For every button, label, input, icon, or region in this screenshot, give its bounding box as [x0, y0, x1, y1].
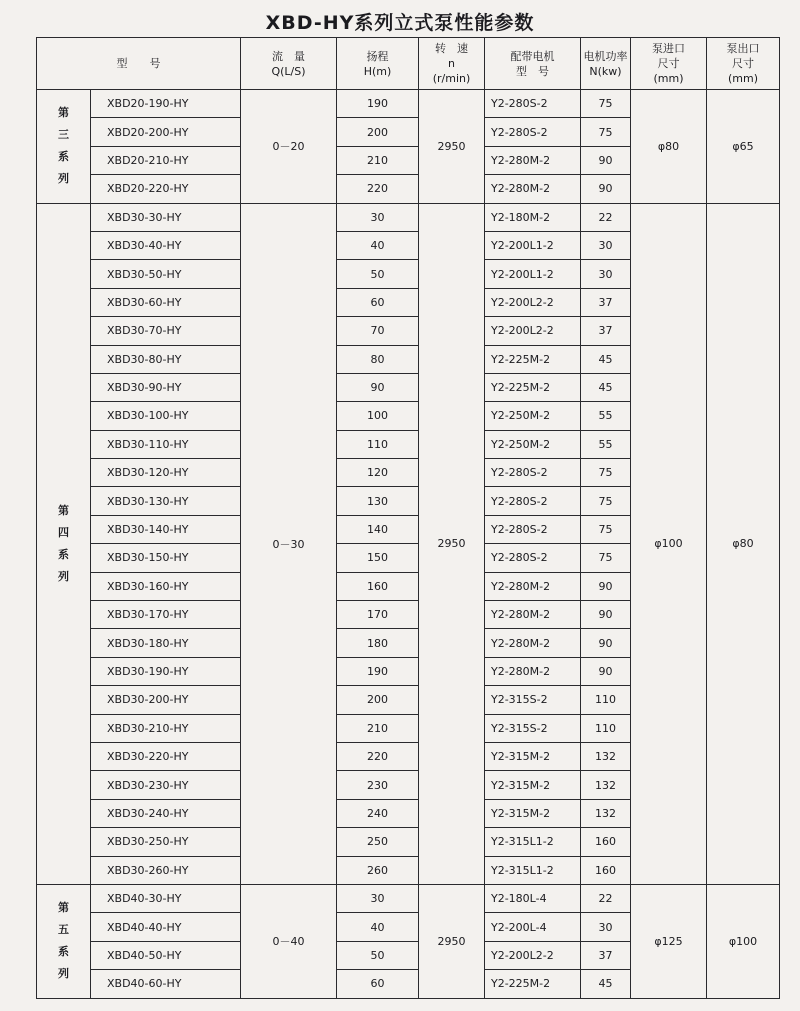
header-motor: 配带电机 型 号 [485, 38, 581, 90]
head-cell: 50 [337, 941, 419, 969]
power-cell: 132 [581, 771, 631, 799]
model-cell: XBD40-50-HY [91, 941, 241, 969]
motor-cell: Y2-250M-2 [485, 402, 581, 430]
head-cell: 130 [337, 487, 419, 515]
power-cell: 75 [581, 118, 631, 146]
power-cell: 45 [581, 970, 631, 998]
model-cell: XBD30-160-HY [91, 572, 241, 600]
table-row [37, 203, 780, 231]
speed-cell: 2950 [419, 203, 485, 884]
head-cell: 230 [337, 771, 419, 799]
model-cell: XBD30-60-HY [91, 288, 241, 316]
power-cell: 90 [581, 572, 631, 600]
head-cell: 40 [337, 231, 419, 259]
head-cell: 170 [337, 601, 419, 629]
table-row [37, 884, 780, 912]
head-cell: 200 [337, 686, 419, 714]
head-cell: 140 [337, 515, 419, 543]
motor-cell: Y2-200L1-2 [485, 231, 581, 259]
outlet-cell: φ65 [707, 90, 780, 204]
motor-cell: Y2-180L-4 [485, 884, 581, 912]
motor-cell: Y2-315M-2 [485, 799, 581, 827]
motor-cell: Y2-250M-2 [485, 430, 581, 458]
head-cell: 60 [337, 288, 419, 316]
model-cell: XBD30-230-HY [91, 771, 241, 799]
head-cell: 190 [337, 657, 419, 685]
model-cell: XBD30-210-HY [91, 714, 241, 742]
series-label: 第 四 系 列 [37, 203, 91, 884]
model-cell: XBD30-70-HY [91, 317, 241, 345]
inlet-cell: φ125 [631, 884, 707, 998]
model-cell: XBD30-220-HY [91, 742, 241, 770]
model-cell: XBD30-200-HY [91, 686, 241, 714]
model-cell: XBD20-190-HY [91, 90, 241, 118]
header-speed: 转 速 n (r/min) [419, 38, 485, 90]
speed-cell: 2950 [419, 90, 485, 204]
model-cell: XBD30-180-HY [91, 629, 241, 657]
model-cell: XBD20-210-HY [91, 146, 241, 174]
outlet-cell: φ100 [707, 884, 780, 998]
power-cell: 37 [581, 941, 631, 969]
head-cell: 220 [337, 742, 419, 770]
model-cell: XBD40-60-HY [91, 970, 241, 998]
series-label: 第 三 系 列 [37, 90, 91, 204]
header-outlet: 泵出口 尺寸 (mm) [707, 38, 780, 90]
motor-cell: Y2-280M-2 [485, 175, 581, 203]
model-cell: XBD20-220-HY [91, 175, 241, 203]
model-cell: XBD30-260-HY [91, 856, 241, 884]
head-cell: 240 [337, 799, 419, 827]
power-cell: 22 [581, 203, 631, 231]
model-cell: XBD30-90-HY [91, 373, 241, 401]
flow-cell: 0－20 [241, 90, 337, 204]
motor-cell: Y2-280S-2 [485, 118, 581, 146]
power-cell: 90 [581, 601, 631, 629]
power-cell: 90 [581, 146, 631, 174]
head-cell: 210 [337, 146, 419, 174]
power-cell: 75 [581, 544, 631, 572]
model-cell: XBD40-30-HY [91, 884, 241, 912]
model-cell: XBD30-50-HY [91, 260, 241, 288]
power-cell: 75 [581, 459, 631, 487]
power-cell: 132 [581, 799, 631, 827]
power-cell: 90 [581, 629, 631, 657]
head-cell: 200 [337, 118, 419, 146]
power-cell: 22 [581, 884, 631, 912]
header-flow: 流 量 Q(L/S) [241, 38, 337, 90]
header-power: 电机功率 N(kw) [581, 38, 631, 90]
power-cell: 30 [581, 231, 631, 259]
series-label: 第 五 系 列 [37, 884, 91, 998]
model-cell: XBD30-250-HY [91, 828, 241, 856]
head-cell: 80 [337, 345, 419, 373]
model-cell: XBD30-170-HY [91, 601, 241, 629]
head-cell: 190 [337, 90, 419, 118]
performance-table [36, 37, 780, 999]
table-body [37, 90, 780, 999]
head-cell: 110 [337, 430, 419, 458]
head-cell: 120 [337, 459, 419, 487]
motor-cell: Y2-280S-2 [485, 487, 581, 515]
power-cell: 75 [581, 90, 631, 118]
head-cell: 260 [337, 856, 419, 884]
power-cell: 45 [581, 345, 631, 373]
power-cell: 37 [581, 288, 631, 316]
power-cell: 132 [581, 742, 631, 770]
speed-cell: 2950 [419, 884, 485, 998]
inlet-cell: φ80 [631, 90, 707, 204]
motor-cell: Y2-180M-2 [485, 203, 581, 231]
motor-cell: Y2-280M-2 [485, 629, 581, 657]
power-cell: 90 [581, 175, 631, 203]
motor-cell: Y2-315S-2 [485, 714, 581, 742]
motor-cell: Y2-280S-2 [485, 544, 581, 572]
motor-cell: Y2-200L2-2 [485, 288, 581, 316]
motor-cell: Y2-315L1-2 [485, 828, 581, 856]
motor-cell: Y2-315S-2 [485, 686, 581, 714]
power-cell: 37 [581, 317, 631, 345]
power-cell: 55 [581, 402, 631, 430]
model-cell: XBD30-80-HY [91, 345, 241, 373]
power-cell: 55 [581, 430, 631, 458]
motor-cell: Y2-280M-2 [485, 601, 581, 629]
model-cell: XBD40-40-HY [91, 913, 241, 941]
model-cell: XBD30-40-HY [91, 231, 241, 259]
head-cell: 160 [337, 572, 419, 600]
head-cell: 250 [337, 828, 419, 856]
header-inlet: 泵进口 尺寸 (mm) [631, 38, 707, 90]
head-cell: 60 [337, 970, 419, 998]
model-cell: XBD30-120-HY [91, 459, 241, 487]
motor-cell: Y2-280M-2 [485, 146, 581, 174]
motor-cell: Y2-280S-2 [485, 515, 581, 543]
model-cell: XBD30-150-HY [91, 544, 241, 572]
header-model: 型 号 [37, 38, 241, 90]
header-head: 扬程 H(m) [337, 38, 419, 90]
model-cell: XBD20-200-HY [91, 118, 241, 146]
motor-cell: Y2-315M-2 [485, 742, 581, 770]
motor-cell: Y2-200L1-2 [485, 260, 581, 288]
inlet-cell: φ100 [631, 203, 707, 884]
head-cell: 70 [337, 317, 419, 345]
motor-cell: Y2-315L1-2 [485, 856, 581, 884]
power-cell: 90 [581, 657, 631, 685]
page-title: XBD-HY系列立式泵性能参数 [265, 12, 535, 34]
motor-cell: Y2-280M-2 [485, 572, 581, 600]
power-cell: 110 [581, 686, 631, 714]
power-cell: 30 [581, 260, 631, 288]
power-cell: 45 [581, 373, 631, 401]
model-cell: XBD30-110-HY [91, 430, 241, 458]
motor-cell: Y2-280S-2 [485, 90, 581, 118]
motor-cell: Y2-200L-4 [485, 913, 581, 941]
power-cell: 160 [581, 856, 631, 884]
table-row [37, 90, 780, 118]
power-cell: 110 [581, 714, 631, 742]
power-cell: 75 [581, 487, 631, 515]
power-cell: 30 [581, 913, 631, 941]
motor-cell: Y2-280M-2 [485, 657, 581, 685]
motor-cell: Y2-225M-2 [485, 345, 581, 373]
flow-cell: 0－30 [241, 203, 337, 884]
model-cell: XBD30-30-HY [91, 203, 241, 231]
head-cell: 210 [337, 714, 419, 742]
head-cell: 220 [337, 175, 419, 203]
head-cell: 150 [337, 544, 419, 572]
model-cell: XBD30-140-HY [91, 515, 241, 543]
head-cell: 30 [337, 203, 419, 231]
power-cell: 75 [581, 515, 631, 543]
model-cell: XBD30-130-HY [91, 487, 241, 515]
motor-cell: Y2-200L2-2 [485, 941, 581, 969]
outlet-cell: φ80 [707, 203, 780, 884]
header-row [37, 38, 780, 90]
motor-cell: Y2-200L2-2 [485, 317, 581, 345]
motor-cell: Y2-225M-2 [485, 970, 581, 998]
motor-cell: Y2-315M-2 [485, 771, 581, 799]
model-cell: XBD30-100-HY [91, 402, 241, 430]
flow-cell: 0－40 [241, 884, 337, 998]
head-cell: 100 [337, 402, 419, 430]
head-cell: 40 [337, 913, 419, 941]
motor-cell: Y2-280S-2 [485, 459, 581, 487]
motor-cell: Y2-225M-2 [485, 373, 581, 401]
model-cell: XBD30-190-HY [91, 657, 241, 685]
head-cell: 30 [337, 884, 419, 912]
model-cell: XBD30-240-HY [91, 799, 241, 827]
head-cell: 180 [337, 629, 419, 657]
head-cell: 90 [337, 373, 419, 401]
power-cell: 160 [581, 828, 631, 856]
head-cell: 50 [337, 260, 419, 288]
